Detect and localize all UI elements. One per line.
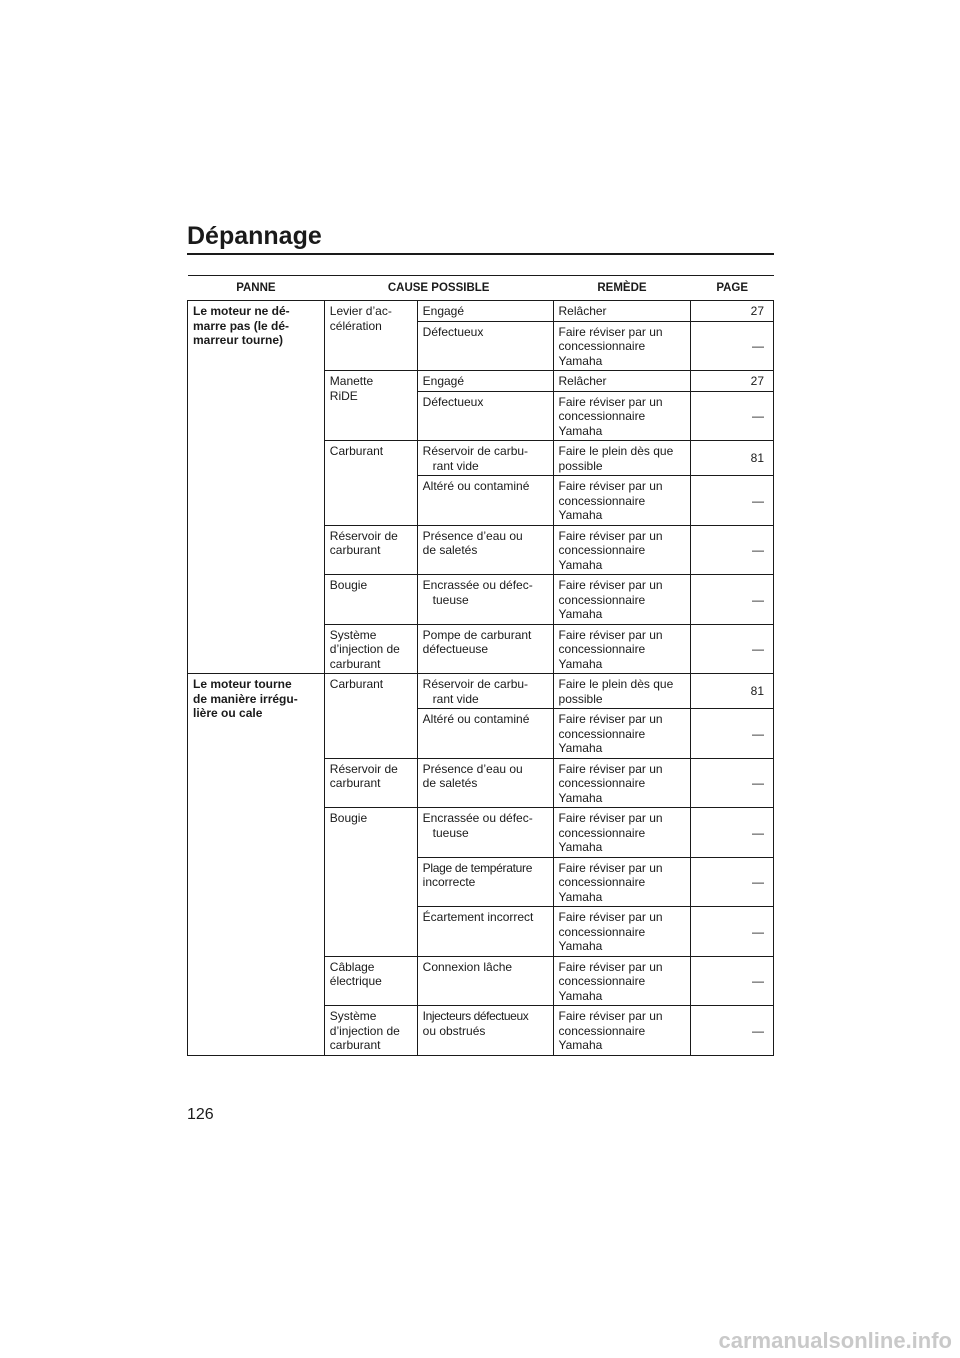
cause-text: Réservoir de	[329, 761, 398, 776]
remede-text: Yamaha	[558, 607, 603, 621]
detail-text: Injecteurs défectueux	[422, 1009, 529, 1023]
remede-text: Yamaha	[558, 508, 603, 522]
page-cell: 81	[691, 674, 774, 709]
page-cell: 27	[691, 371, 774, 392]
remede-text: Faire réviser par un	[558, 761, 663, 776]
detail-text: tueuse	[432, 592, 469, 607]
cause-text: électrique	[329, 974, 382, 988]
remede-text: concessionnaire	[558, 543, 646, 557]
detail-text: Défectueux	[422, 394, 484, 409]
cause-text: carburant	[329, 1038, 381, 1052]
header-page: PAGE	[691, 276, 774, 301]
cause-cell	[324, 1006, 417, 1056]
detail-cell	[417, 476, 553, 526]
detail-text: Réservoir de carbu-	[422, 677, 529, 691]
page-number: 126	[187, 1106, 214, 1123]
remede-text: concessionnaire	[558, 726, 646, 741]
detail-text: Présence d’eau ou	[422, 528, 523, 543]
detail-cell	[417, 709, 553, 759]
remede-text: concessionnaire	[558, 409, 646, 423]
remede-cell	[553, 808, 691, 858]
remede-text: Faire réviser par un	[558, 959, 663, 974]
remede-text: concessionnaire	[558, 1023, 646, 1038]
remede-text: Yamaha	[558, 353, 603, 368]
remede-text: concessionnaire	[558, 924, 646, 939]
cause-cell	[324, 301, 417, 371]
detail-text: Présence d’eau ou	[422, 761, 523, 776]
detail-text: ou obstrués	[422, 1023, 486, 1038]
cause-text: Carburant	[329, 677, 384, 691]
cause-text: Système	[329, 627, 377, 642]
remede-text: Yamaha	[558, 939, 603, 953]
cause-text: Levier d’ac-	[329, 304, 392, 318]
cause-text: Câblage	[329, 959, 375, 974]
cause-cell	[324, 525, 417, 575]
remede-cell	[553, 525, 691, 575]
remede-text: concessionnaire	[558, 592, 646, 607]
detail-text: Encrassée ou défec-	[422, 578, 533, 592]
remede-text: Yamaha	[558, 656, 603, 671]
page-title: Dépannage	[187, 222, 322, 250]
detail-cell	[417, 1006, 553, 1056]
remede-cell	[553, 907, 691, 957]
detail-text: Écartement incorrect	[422, 910, 534, 924]
detail-cell	[417, 758, 553, 808]
page-cell: —	[691, 758, 774, 808]
table-row	[188, 301, 774, 322]
header-cause-possible: CAUSE POSSIBLE	[324, 276, 553, 301]
page-cell: —	[691, 476, 774, 526]
page-cell: —	[691, 575, 774, 625]
cause-text: carburant	[329, 656, 381, 671]
remede-cell	[553, 476, 691, 526]
cause-text: célération	[329, 318, 382, 333]
detail-text: Pompe de carburant	[422, 627, 532, 642]
page-cell: —	[691, 525, 774, 575]
panne-text: Le moteur tourne	[193, 677, 292, 691]
cause-text: carburant	[329, 776, 381, 790]
detail-text: Encrassée ou défec-	[422, 811, 533, 825]
remede-text: concessionnaire	[558, 493, 646, 508]
detail-text: tueuse	[432, 825, 469, 840]
cause-text: carburant	[329, 543, 381, 557]
remede-text: Yamaha	[558, 889, 603, 904]
remede-text: Yamaha	[558, 1038, 603, 1052]
remede-text: Faire réviser par un	[558, 627, 663, 642]
page-cell: —	[691, 391, 774, 441]
detail-text: Altéré ou contaminé	[422, 479, 530, 493]
remede-text: Faire réviser par un	[558, 324, 663, 339]
remede-text: Faire réviser par un	[558, 712, 663, 726]
remede-text: Faire réviser par un	[558, 910, 663, 924]
detail-text: de saletés	[422, 776, 478, 790]
remede-text: Yamaha	[558, 790, 603, 805]
watermark-logo: carmanualsonline.info	[718, 1328, 952, 1353]
remede-text: Faire réviser par un	[558, 860, 663, 875]
detail-text: Engagé	[422, 304, 465, 318]
page-cell: —	[691, 624, 774, 674]
cause-text: d’injection de	[329, 1023, 400, 1038]
remede-text: concessionnaire	[558, 825, 646, 840]
cause-text: d’injection de	[329, 642, 400, 656]
detail-text: Altéré ou contaminé	[422, 712, 530, 726]
detail-text: de saletés	[422, 543, 478, 557]
page-cell: —	[691, 808, 774, 858]
remede-cell	[553, 857, 691, 907]
detail-cell	[417, 808, 553, 858]
remede-text: Faire réviser par un	[558, 394, 663, 409]
remede-text: Yamaha	[558, 423, 603, 438]
remede-text: Yamaha	[558, 988, 603, 1003]
cause-cell	[324, 808, 417, 957]
page-cell: 81	[691, 441, 774, 476]
remede-text: Relâcher	[558, 304, 607, 318]
remede-cell	[553, 321, 691, 371]
detail-text: rant vide	[432, 691, 479, 706]
header-panne: PANNE	[188, 276, 325, 301]
table-row	[188, 674, 774, 709]
remede-text: concessionnaire	[558, 776, 646, 790]
title-divider	[187, 253, 774, 255]
cause-cell	[324, 575, 417, 625]
panne-text: Le moteur ne dé-	[193, 304, 290, 318]
remede-text: concessionnaire	[558, 642, 646, 656]
cause-cell	[324, 624, 417, 674]
cause-cell	[324, 758, 417, 808]
cause-cell	[324, 371, 417, 441]
detail-text: Défectueux	[422, 324, 484, 339]
remede-text: concessionnaire	[558, 339, 646, 353]
detail-cell	[417, 321, 553, 371]
remede-cell	[553, 301, 691, 322]
remede-text: Faire réviser par un	[558, 811, 663, 825]
cause-text: RiDE	[329, 388, 358, 403]
cause-text: Bougie	[329, 811, 368, 825]
cause-text: Carburant	[329, 444, 384, 458]
detail-cell	[417, 441, 553, 476]
panne-text: marreur tourne)	[193, 333, 284, 347]
remede-cell	[553, 709, 691, 759]
page-cell: —	[691, 1006, 774, 1056]
panne-text: de manière irrégu-	[193, 691, 298, 706]
detail-text: rant vide	[432, 458, 479, 473]
remede-cell	[553, 674, 691, 709]
detail-text: défectueuse	[422, 642, 489, 656]
detail-cell	[417, 371, 553, 392]
detail-text: Connexion lâche	[422, 959, 513, 974]
page-cell: —	[691, 321, 774, 371]
remede-text: Faire réviser par un	[558, 479, 663, 493]
remede-text: Faire réviser par un	[558, 528, 663, 543]
troubleshooting-table	[187, 275, 774, 1056]
detail-cell	[417, 857, 553, 907]
detail-cell	[417, 674, 553, 709]
cause-text: Bougie	[329, 578, 368, 592]
remede-cell	[553, 575, 691, 625]
panne-cell	[188, 674, 325, 1056]
cause-text: Réservoir de	[329, 528, 398, 543]
detail-text: Engagé	[422, 374, 465, 388]
remede-cell	[553, 391, 691, 441]
page-cell: —	[691, 907, 774, 957]
detail-cell	[417, 624, 553, 674]
panne-text: lière ou cale	[193, 706, 263, 720]
detail-cell	[417, 575, 553, 625]
cause-text: Système	[329, 1009, 377, 1023]
remede-text: possible	[558, 458, 603, 473]
remede-text: concessionnaire	[558, 875, 646, 889]
remede-text: Faire le plein dès que	[558, 677, 674, 691]
detail-cell	[417, 301, 553, 322]
remede-cell	[553, 371, 691, 392]
remede-text: Faire réviser par un	[558, 1009, 663, 1023]
page-cell: 27	[691, 301, 774, 322]
panne-text: marre pas (le dé-	[193, 318, 290, 333]
remede-text: possible	[558, 691, 603, 706]
detail-text: incorrecte	[422, 875, 476, 889]
table-header-row	[188, 276, 774, 301]
cause-text: Manette	[329, 374, 374, 388]
detail-cell	[417, 956, 553, 1006]
remede-cell	[553, 441, 691, 476]
panne-cell	[188, 301, 325, 674]
remede-cell	[553, 624, 691, 674]
remede-text: Yamaha	[558, 840, 603, 854]
header-remede: REMÈDE	[553, 276, 691, 301]
remede-text: Yamaha	[558, 557, 603, 572]
remede-text: Faire réviser par un	[558, 578, 663, 592]
page-cell: —	[691, 709, 774, 759]
remede-text: Yamaha	[558, 741, 603, 755]
page-cell: —	[691, 956, 774, 1006]
detail-cell	[417, 907, 553, 957]
detail-cell	[417, 525, 553, 575]
remede-text: concessionnaire	[558, 974, 646, 988]
cause-cell	[324, 674, 417, 759]
remede-text: Relâcher	[558, 374, 607, 388]
remede-cell	[553, 956, 691, 1006]
remede-cell	[553, 758, 691, 808]
page-cell: —	[691, 857, 774, 907]
cause-cell	[324, 956, 417, 1006]
detail-text: Réservoir de carbu-	[422, 444, 529, 458]
remede-text: Faire le plein dès que	[558, 444, 674, 458]
detail-text: Plage de température	[422, 860, 533, 875]
detail-cell	[417, 391, 553, 441]
remede-cell	[553, 1006, 691, 1056]
cause-cell	[324, 441, 417, 526]
